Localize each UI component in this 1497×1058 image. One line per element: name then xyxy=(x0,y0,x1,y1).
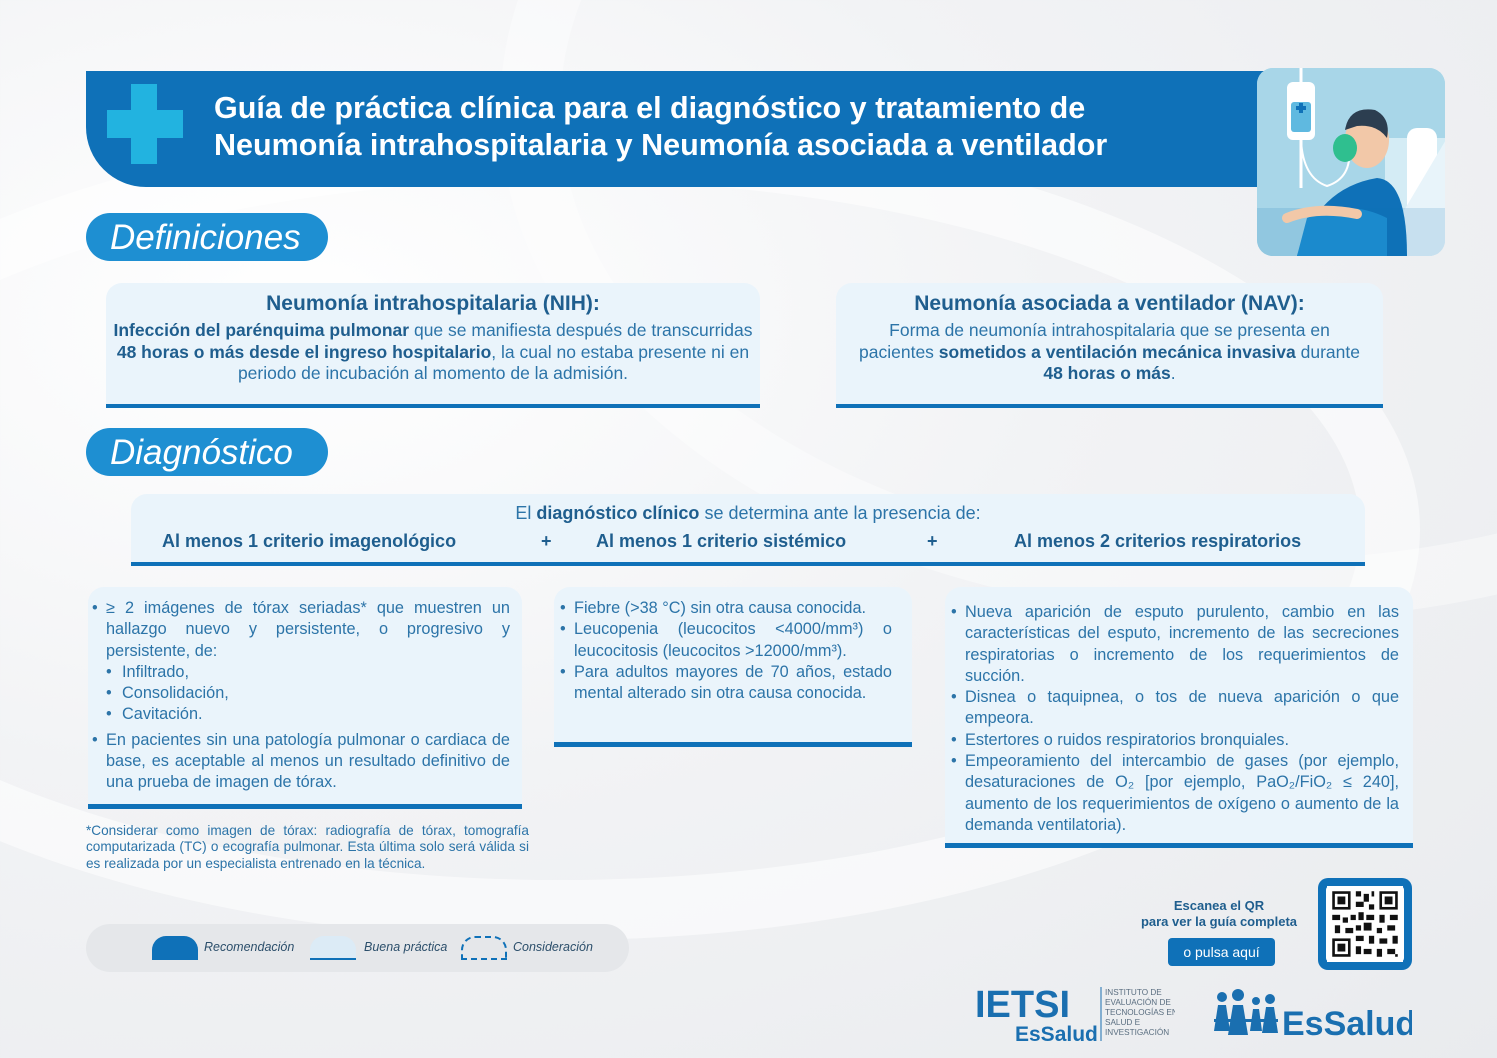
patient-ventilator-illustration xyxy=(1257,68,1445,256)
respiratory-criteria-card xyxy=(945,587,1413,848)
institute-line: INSTITUTO DE xyxy=(1105,988,1162,997)
imaging-criteria-card xyxy=(88,587,522,809)
open-guide-button[interactable]: o pulsa aquí xyxy=(1168,938,1275,966)
diagnosis-intro xyxy=(131,503,1365,524)
patient-illustration-icon xyxy=(1257,68,1445,256)
legend-good-practice-label: Buena práctica xyxy=(364,940,448,954)
diagnosis-intro-post: se determina ante la presencia de: xyxy=(699,503,981,523)
qr-code[interactable] xyxy=(1318,878,1412,970)
nav-text xyxy=(854,320,1365,385)
medical-cross-icon xyxy=(107,110,183,138)
imaging-footnote: *Considerar como imagen de tórax: radiografía de tórax, tomografía computarizada (TC) o ecografía pulmonar. Esta última solo será válida si es realizada por un especialista entrenado en la técnica. xyxy=(86,823,529,871)
nih-bold-1: Infección del parénquima pulmonar xyxy=(113,320,410,340)
ietsi-logo-text: IETSI xyxy=(975,985,1071,1026)
respiratory-item: • Empeoramiento del intercambio de gases (por ejemplo, desaturaciones de O₂ [por ejemplo, PaO₂/FiO₂ ≤ 240], aumento de los requerimientos de oxígeno o aumento de la demanda ventilatoria). xyxy=(965,751,1399,836)
diagnosis-intro-pre: El xyxy=(515,503,537,523)
essalud-logo xyxy=(1212,985,1412,1043)
nav-bold-1: sometidos a ventilación mecánica invasiva xyxy=(938,341,1296,362)
criterion-respiratory: Al menos 2 criterios respiratorios xyxy=(1014,531,1302,551)
nav-text-1: Forma de neumonía intrahospitalaria que se presenta en pacientes xyxy=(859,320,1330,362)
diagnosis-intro-bold: diagnóstico clínico xyxy=(536,503,700,523)
ietsi-logo-subtext: EsSalud xyxy=(1015,1023,1098,1043)
nih-definition-card xyxy=(106,283,760,408)
institute-line: SALUD E xyxy=(1105,1018,1141,1027)
systemic-item: • Leucopenia (leucocitos <4000/mm³) o leucocitosis (leucocitos >12000/mm³). xyxy=(574,619,892,662)
qr-caption-line-1: Escanea el QR xyxy=(1173,898,1265,913)
respiratory-item: • Disnea o taquipnea, o tos de nueva aparición o que empeora. xyxy=(965,687,1399,730)
imaging-sub-item: • Cavitación. xyxy=(122,704,510,725)
nav-definition-card xyxy=(836,283,1383,408)
ietsi-logo xyxy=(975,985,1175,1043)
legend-good-practice-swatch xyxy=(310,936,356,960)
criterion-imaging: Al menos 1 criterio imagenológico xyxy=(162,531,457,551)
nih-bold-2: 48 horas o más desde el ingreso hospitalario xyxy=(116,341,492,362)
systemic-criteria-card xyxy=(554,587,912,747)
criterion-systemic: Al menos 1 criterio sistémico xyxy=(596,531,847,551)
nih-text-2: , la cual no estaba presente ni en periodo de incubación al momento de la admisión. xyxy=(237,341,750,383)
nih-text-1: que se manifiesta después de transcurridas xyxy=(409,320,753,340)
respiratory-item: • Nueva aparición de esputo purulento, cambio en las características del esputo, incremento de las secreciones respiratorias o incremento de los requerimientos de succión. xyxy=(965,602,1399,687)
plus-sign: + xyxy=(927,531,938,551)
essalud-logo-text: EsSalud xyxy=(1282,1005,1412,1043)
qr-code-inner xyxy=(1326,886,1404,962)
legend-recommendation-swatch xyxy=(152,936,198,960)
legend xyxy=(86,924,629,972)
qr-caption xyxy=(1124,898,1314,930)
systemic-item: • Fiebre (>38 °C) sin otra causa conocida. xyxy=(574,598,892,619)
page-title xyxy=(214,90,1107,164)
section-diagnosis: Diagnóstico xyxy=(86,428,328,476)
imaging-sub-item: • Consolidación, xyxy=(122,683,510,704)
imaging-sub-item: • Infiltrado, xyxy=(122,662,510,683)
nav-bold-2: 48 horas o más xyxy=(1043,363,1171,383)
legend-consideration-label: Consideración xyxy=(513,940,593,954)
institute-line: EVALUACIÓN DE xyxy=(1105,998,1171,1007)
ietsi-logo-icon xyxy=(975,985,1175,1043)
systemic-item: • Para adultos mayores de 70 años, estado mental alterado sin otra causa conocida. xyxy=(574,662,892,705)
imaging-item-1: • ≥ 2 imágenes de tórax seriadas* que muestren un hallazgo nuevo y persistente, o progresivo y persistente, de: xyxy=(106,598,510,662)
nih-title: Neumonía intrahospitalaria (NIH): xyxy=(266,292,600,315)
institute-line: TECNOLOGÍAS EN xyxy=(1105,1008,1175,1017)
title-line-1: Guía de práctica clínica para el diagnóstico y tratamiento de xyxy=(214,91,1086,125)
nav-text-2: durante xyxy=(1295,341,1360,362)
legend-recommendation-label: Recomendación xyxy=(204,940,295,954)
title-line-2: Neumonía intrahospitalaria y Neumonía asociada a ventilador xyxy=(214,128,1108,162)
essalud-logo-icon xyxy=(1212,985,1412,1043)
imaging-item-2: • En pacientes sin una patología pulmonar o cardiaca de base, es aceptable al menos un resultado definitivo de una prueba de imagen de tórax. xyxy=(106,730,510,794)
diagnosis-criteria-card xyxy=(131,494,1365,566)
nih-text xyxy=(106,320,760,385)
legend-consideration-swatch xyxy=(461,936,507,960)
institute-line: INVESTIGACIÓN xyxy=(1105,1028,1170,1037)
qr-caption-line-2: para ver la guía completa xyxy=(1140,914,1298,929)
nav-text-3: . xyxy=(1170,363,1176,383)
nav-title: Neumonía asociada a ventilador (NAV): xyxy=(914,292,1305,315)
plus-sign: + xyxy=(541,531,552,551)
qr-code-icon xyxy=(1326,886,1404,962)
respiratory-item: • Estertores o ruidos respiratorios bronquiales. xyxy=(965,730,1399,751)
section-definitions: Definiciones xyxy=(86,213,328,261)
